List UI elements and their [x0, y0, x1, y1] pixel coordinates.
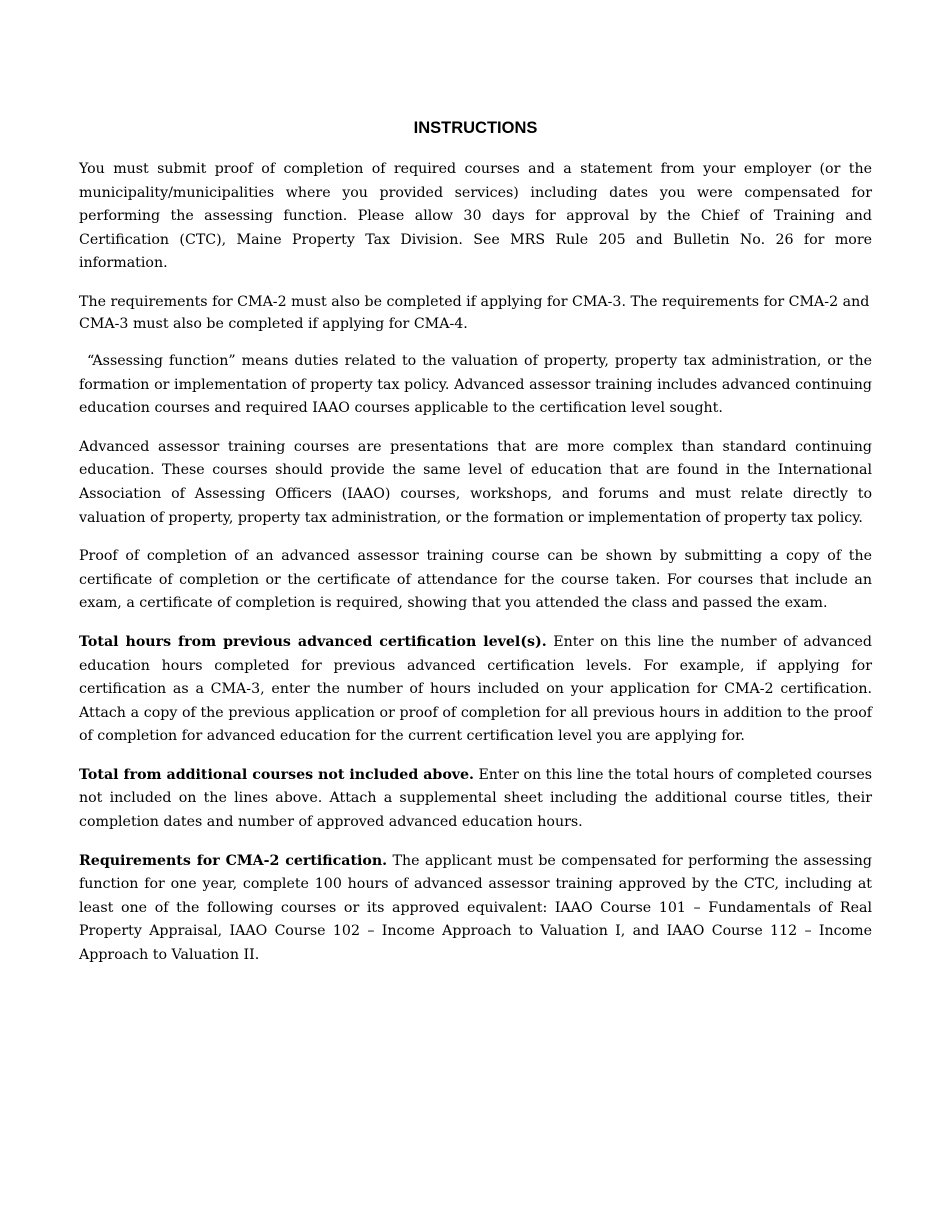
- document-page: [79, 118, 872, 983]
- paragraph-body-text: The applicant must be compensated for performing the assessing function for one year, complete 100 hours of advanced assessor training approved by the CTC, including at least one of the following courses or its approved equivalent: IAAO Course 101 – Fundamentals of Real Property Appraisal, IAAO Course 102 – Income Approach to Valuation I, and IAAO Course 112 – Income Approach to Valuation II.: [79, 852, 872, 964]
- paragraph-body-text: Enter on this line the number of advanced education hours completed for previous advanced certification levels. For example, if applying for certification as a CMA-3, enter the number of hours included on your application for CMA-2 certification. Attach a copy of the previous application or proof of completion for all previous hours in addition to the proof of completion for advanced education for the current certification level you are applying for.: [79, 633, 872, 745]
- paragraph-cma-prerequisites: The requirements for CMA-2 must also be completed if applying for CMA-3. The requirements for CMA-2 and CMA-3 must also be completed if applying for CMA-4.: [79, 293, 870, 332]
- paragraph-assessing-function-definition: “Assessing function” means duties related to the valuation of property, property tax administration, or the formation or implementation of property tax policy. Advanced assessor training includes advanced continuing education courses and required IAAO courses applicable to the certification level sought.: [79, 352, 872, 417]
- paragraph-additional-courses: [79, 764, 872, 835]
- paragraph-advanced-training-courses: Advanced assessor training courses are presentations that are more complex than standard continuing education. These courses should provide the same level of education that are found in the International Association of Assessing Officers (IAAO) courses, workshops, and forums and must relate directly to valuation of property, property tax administration, or the formation or implementation of property tax policy.: [79, 438, 872, 526]
- page-title: INSTRUCTIONS: [413, 119, 538, 137]
- paragraph-proof-of-completion: Proof of completion of an advanced assessor training course can be shown by submitting a copy of the certificate of completion or the certificate of attendance for the course taken. For courses that include an exam, a certificate of completion is required, showing that you attended the class and passed the exam.: [79, 548, 872, 612]
- paragraph-body-text: Enter on this line the total hours of completed courses not included on the lines above. Attach a supplemental sheet including the additional course titles, their completion dates and number of approved advanced education hours.: [79, 766, 873, 831]
- paragraph-lead-heading: Total from additional courses not included above.: [79, 766, 475, 783]
- paragraph-lead-heading: Requirements for CMA-2 certification.: [79, 852, 388, 869]
- paragraph-lead-heading: Total hours from previous advanced certification level(s).: [79, 633, 547, 650]
- paragraph-submission-requirements: You must submit proof of completion of required courses and a statement from your employer (or the municipality/municipalities where you provided services) including dates you were compensated for performing the assessing function. Please allow 30 days for approval by the Chief of Training and Certification (CTC), Maine Property Tax Division. See MRS Rule 205 and Bulletin No. 26 for more information.: [79, 161, 872, 272]
- paragraph-cma2-requirements: [79, 850, 872, 968]
- paragraph-previous-level-hours: [79, 631, 872, 749]
